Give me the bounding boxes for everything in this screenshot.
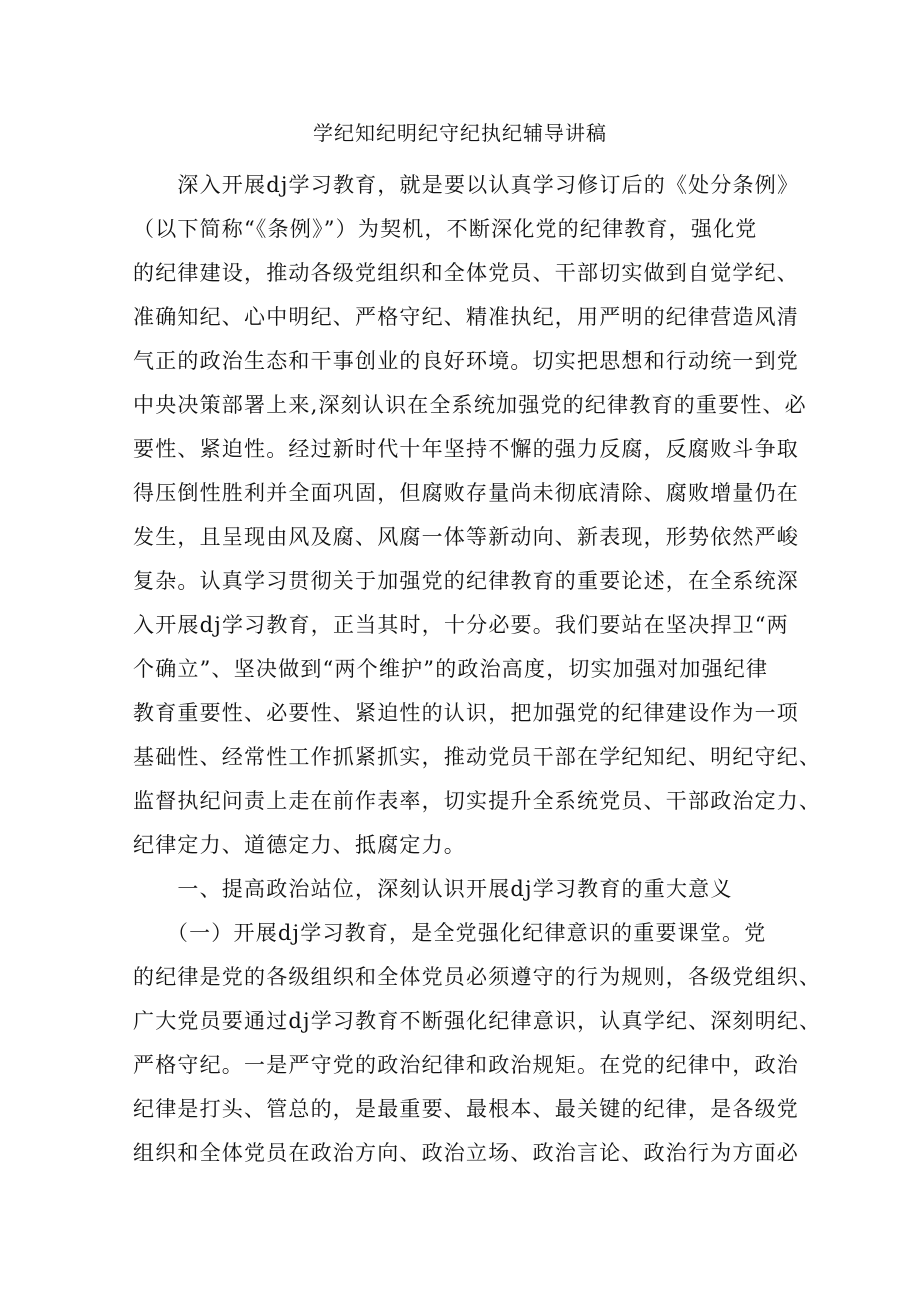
body-line: 发生，且呈现由风及腐、风腐一体等新动向、新表现，形势依然严峻	[133, 525, 799, 549]
body-line: 得压倒性胜利并全面巩固，但腐败存量尚未彻底清除、腐败增量仍在	[133, 481, 799, 505]
body-line: 复杂。认真学习贯彻关于加强党的纪律教育的重要论述，在全系统深	[133, 569, 799, 593]
section-heading: 一、提高政治站位，深刻认识开展dj学习教育的重大意义	[133, 877, 733, 901]
body-line: 组织和全体党员在政治方向、政治立场、政治言论、政治行为方面必	[133, 1141, 799, 1165]
body-line: 气正的政治生态和干事创业的良好环境。切实把思想和行动统一到党	[133, 349, 799, 373]
body-line: 纪律是打头、管总的，是最重要、最根本、最关键的纪律，是各级党	[133, 1097, 799, 1121]
document-title: 学纪知纪明纪守纪执纪辅导讲稿	[313, 121, 607, 145]
body-line: 基础性、经常性工作抓紧抓实，推动党员干部在学纪知纪、明纪守纪、	[133, 745, 822, 769]
body-line: 准确知纪、心中明纪、严格守纪、精准执纪，用严明的纪律营造风清	[133, 305, 799, 329]
body-line: 个确立”、坚决做到“两个维护”的政治高度，切实加强对加强纪律	[133, 657, 769, 681]
body-line: 的纪律是党的各级组织和全体党员必须遵守的行为规则，各级党组织、	[133, 965, 822, 989]
body-line: 纪律定力、道德定力、抵腐定力。	[133, 833, 466, 857]
body-line: 的纪律建设，推动各级党组织和全体党员、干部切实做到自觉学纪、	[133, 261, 799, 285]
body-line: 入开展dj学习教育，正当其时，十分必要。我们要站在坚决捍卫“两	[133, 613, 789, 637]
body-line: 教育重要性、必要性、紧迫性的认识，把加强党的纪律建设作为一项	[133, 701, 799, 725]
body-line: 严格守纪。一是严守党的政治纪律和政治规矩。在党的纪律中，政治	[133, 1053, 799, 1077]
subsection-heading-line: （一）开展dj学习教育，是全党强化纪律意识的重要课堂。党	[133, 921, 767, 945]
body-line: （以下简称“《条例》”）为契机，不断深化党的纪律教育，强化党	[133, 217, 758, 241]
body-line: 广大党员要通过dj学习教育不断强化纪律意识，认真学纪、深刻明纪、	[133, 1009, 822, 1033]
body-line: 深入开展dj学习教育，就是要以认真学习修订后的《处分条例》	[133, 173, 800, 197]
body-line: 监督执纪问责上走在前作表率，切实提升全系统党员、干部政治定力、	[133, 789, 822, 813]
body-line: 中央决策部署上来,深刻认识在全系统加强党的纪律教育的重要性、必	[133, 393, 807, 417]
body-line: 要性、紧迫性。经过新时代十年坚持不懈的强力反腐，反腐败斗争取	[133, 437, 799, 461]
